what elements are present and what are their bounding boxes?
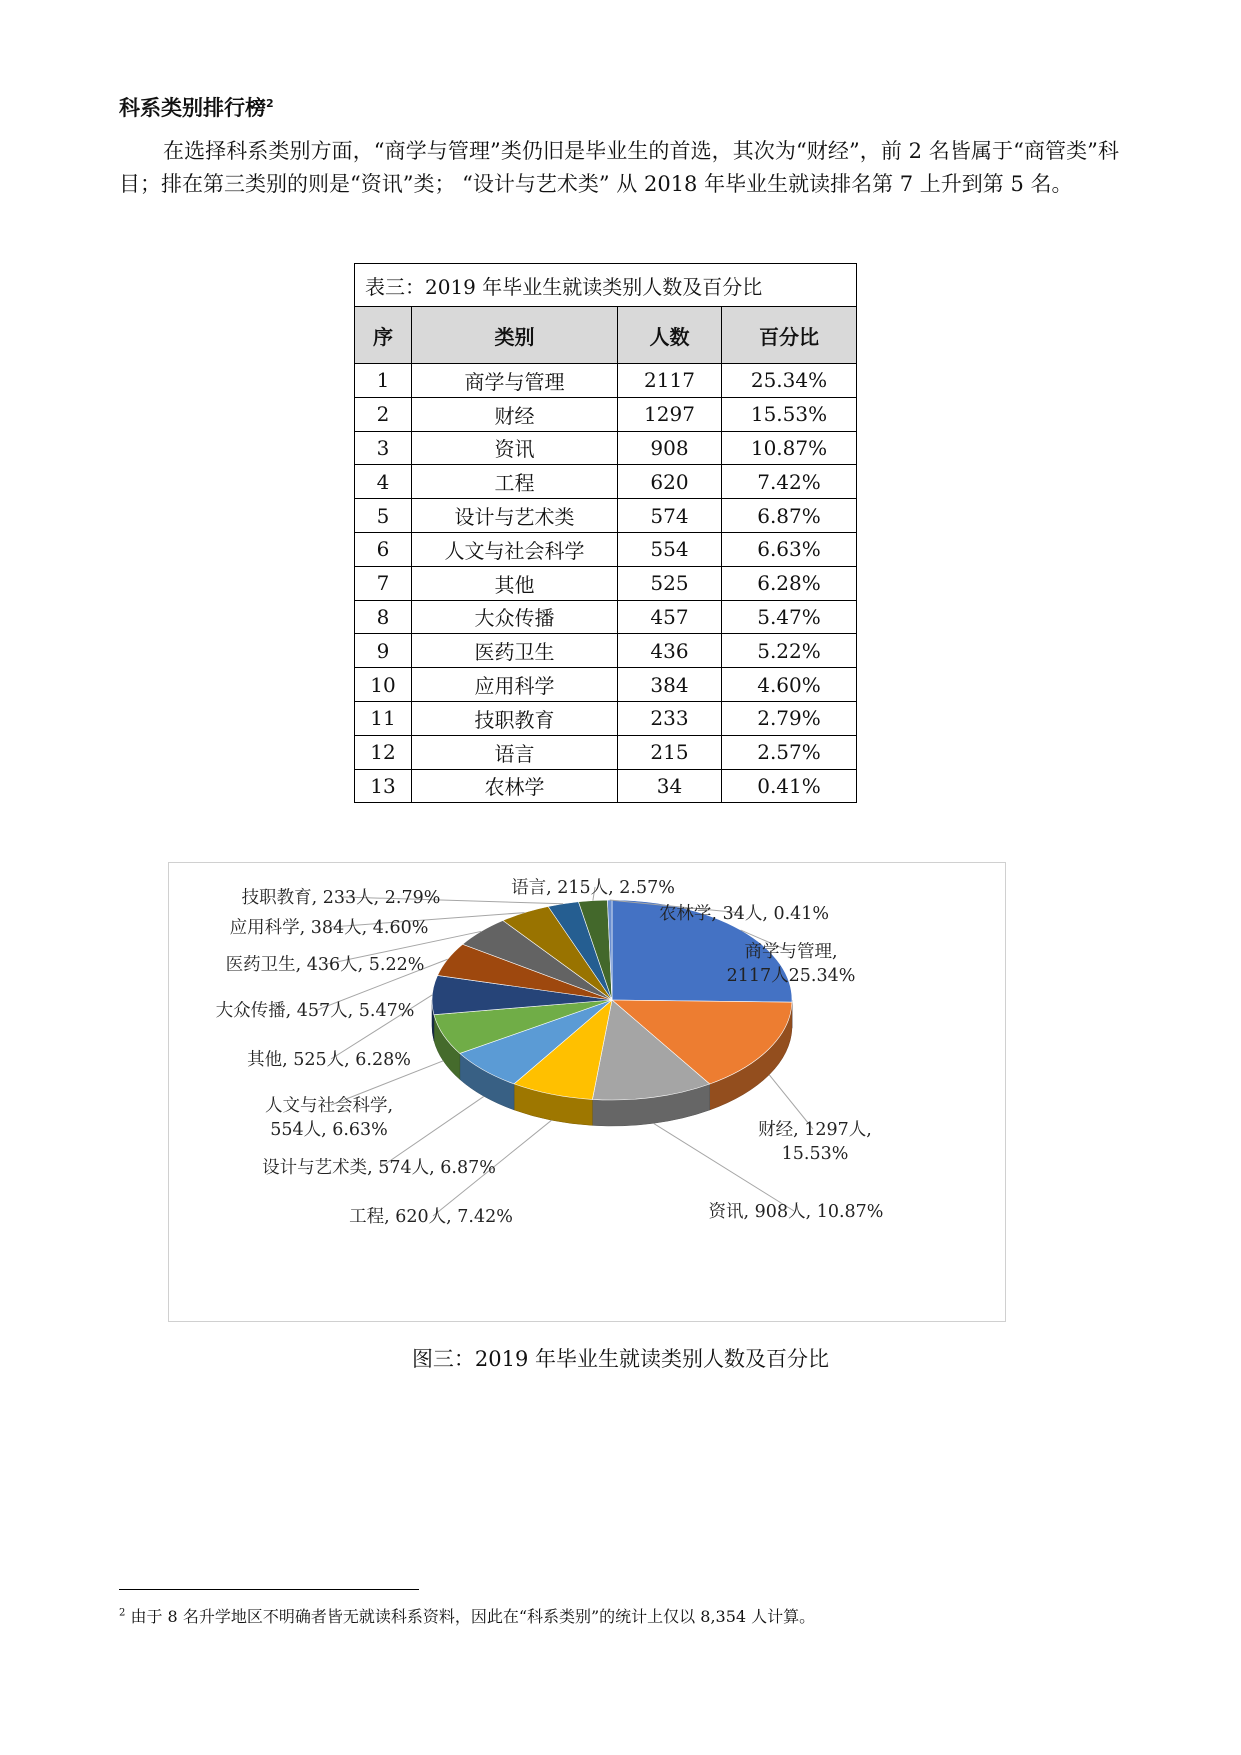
cell-category: 应用科学 — [412, 668, 618, 702]
pie-label-line: 医药卫生, 436人, 5.22% — [225, 955, 425, 975]
cell-index: 4 — [355, 465, 412, 499]
pie-label-line: 语言, 215人, 2.57% — [511, 878, 675, 898]
cell-count: 457 — [618, 600, 722, 634]
cell-index: 2 — [355, 397, 412, 431]
pie-label-line: 2117人25.34% — [726, 966, 856, 986]
cell-index: 9 — [355, 634, 412, 668]
table-row — [355, 431, 857, 465]
section-heading — [119, 92, 274, 122]
cell-percent: 2.57% — [722, 735, 857, 769]
table-row — [355, 465, 857, 499]
pie-label-line: 大众传播, 457人, 5.47% — [215, 1001, 415, 1021]
cell-percent: 6.87% — [722, 499, 857, 533]
table-row — [355, 532, 857, 566]
pie-label-13 — [659, 904, 829, 924]
footnote-text: 由于 8 名升学地区不明确者皆无就读科系资料，因此在“科系类别”的统计上仅以 8,354 人计算。 — [125, 1607, 816, 1626]
cell-index: 1 — [355, 364, 412, 398]
cell-category: 资讯 — [412, 431, 618, 465]
pie-label-line: 554人, 6.63% — [270, 1120, 388, 1140]
cell-count: 436 — [618, 634, 722, 668]
cell-percent: 15.53% — [722, 397, 857, 431]
table-row — [355, 634, 857, 668]
cell-count: 620 — [618, 465, 722, 499]
cell-index: 5 — [355, 499, 412, 533]
cell-index: 7 — [355, 566, 412, 600]
header-index: 序 — [355, 307, 412, 364]
cell-percent: 0.41% — [722, 769, 857, 803]
cell-index: 11 — [355, 701, 412, 735]
cell-category: 人文与社会科学 — [412, 532, 618, 566]
cell-category: 商学与管理 — [412, 364, 618, 398]
category-table — [354, 263, 857, 803]
cell-count: 233 — [618, 701, 722, 735]
cell-percent: 6.28% — [722, 566, 857, 600]
cell-category: 其他 — [412, 566, 618, 600]
table-row — [355, 668, 857, 702]
header-percent: 百分比 — [722, 307, 857, 364]
cell-count: 908 — [618, 431, 722, 465]
cell-count: 574 — [618, 499, 722, 533]
cell-category: 工程 — [412, 465, 618, 499]
pie-label-11 — [242, 888, 441, 908]
cell-percent: 4.60% — [722, 668, 857, 702]
pie-label-9 — [226, 955, 425, 975]
cell-category: 设计与艺术类 — [412, 499, 618, 533]
pie-label-4 — [349, 1207, 513, 1227]
pie-label-3 — [709, 1202, 884, 1222]
cell-count: 554 — [618, 532, 722, 566]
pie-label-line: 商学与管理, — [744, 942, 838, 962]
cell-index: 3 — [355, 431, 412, 465]
pie-tops — [432, 900, 792, 1100]
cell-percent: 7.42% — [722, 465, 857, 499]
table-row — [355, 769, 857, 803]
cell-category: 技职教育 — [412, 701, 618, 735]
cell-index: 6 — [355, 532, 412, 566]
table-header-row — [355, 307, 857, 364]
pie-label-line: 工程, 620人, 7.42% — [349, 1207, 513, 1227]
pie-label-line: 应用科学, 384人, 4.60% — [229, 918, 429, 938]
cell-percent: 2.79% — [722, 701, 857, 735]
heading-footnote-mark: 2 — [266, 97, 274, 110]
cell-count: 34 — [618, 769, 722, 803]
pie-label-10 — [230, 918, 429, 938]
intro-paragraph: 在选择科系类别方面，“商学与管理”类仍旧是毕业生的首选，其次为“财经”，前 2 名皆属于“商管类”科目；排在第三类别的则是“资讯”类； “设计与艺术类” 从 2018 年毕业生就读排名第 7 上升到第 5 名。 — [119, 139, 1119, 196]
table-row — [355, 364, 857, 398]
table-row — [355, 499, 857, 533]
pie-label-5 — [262, 1158, 496, 1178]
cell-category: 大众传播 — [412, 600, 618, 634]
pie-label-line: 设计与艺术类, 574人, 6.87% — [262, 1158, 496, 1178]
pie-chart-frame — [168, 862, 1006, 1322]
leader-line — [381, 1096, 484, 1167]
cell-percent: 25.34% — [722, 364, 857, 398]
header-count: 人数 — [618, 307, 722, 364]
table-row — [355, 735, 857, 769]
cell-category: 语言 — [412, 735, 618, 769]
pie-label-2 — [758, 1120, 872, 1164]
pie-label-line: 15.53% — [781, 1144, 849, 1164]
pie-label-8 — [216, 1001, 415, 1021]
footnote-separator — [119, 1589, 419, 1590]
heading-text: 科系类别排行榜 — [119, 96, 266, 120]
pie-chart — [169, 863, 1005, 1321]
footnote — [119, 1604, 815, 1627]
cell-category: 农林学 — [412, 769, 618, 803]
cell-count: 1297 — [618, 397, 722, 431]
pie-label-line: 技职教育, 233人, 2.79% — [241, 888, 441, 908]
pie-label-line: 财经, 1297人, — [758, 1120, 872, 1140]
table-row — [355, 701, 857, 735]
table-row — [355, 397, 857, 431]
cell-count: 215 — [618, 735, 722, 769]
pie-label-7 — [247, 1049, 411, 1070]
cell-percent: 6.63% — [722, 532, 857, 566]
cell-count: 384 — [618, 668, 722, 702]
pie-label-line: 其他, 525人, 6.28% — [247, 1050, 411, 1070]
table-caption-row — [355, 264, 857, 307]
table-row — [355, 600, 857, 634]
header-category: 类别 — [412, 307, 618, 364]
cell-index: 12 — [355, 735, 412, 769]
cell-percent: 5.47% — [722, 600, 857, 634]
cell-index: 8 — [355, 600, 412, 634]
cell-category: 财经 — [412, 397, 618, 431]
pie-label-12 — [511, 878, 675, 898]
pie-label-line: 资讯, 908人, 10.87% — [708, 1202, 884, 1222]
pie-label-line: 农林学, 34人, 0.41% — [658, 904, 830, 924]
cell-index: 10 — [355, 668, 412, 702]
cell-index: 13 — [355, 769, 412, 803]
cell-category: 医药卫生 — [412, 634, 618, 668]
cell-percent: 10.87% — [722, 431, 857, 465]
cell-count: 2117 — [618, 364, 722, 398]
pie-label-line: 人文与社会科学, — [264, 1096, 394, 1116]
footnote-mark: 2 — [119, 1607, 126, 1619]
table-caption: 表三：2019 年毕业生就读类别人数及百分比 — [355, 264, 857, 307]
cell-percent: 5.22% — [722, 634, 857, 668]
pie-label-6 — [265, 1096, 393, 1140]
chart-caption: 图三：2019 年毕业生就读类别人数及百分比 — [411, 1347, 830, 1371]
table-row — [355, 566, 857, 600]
cell-count: 525 — [618, 566, 722, 600]
